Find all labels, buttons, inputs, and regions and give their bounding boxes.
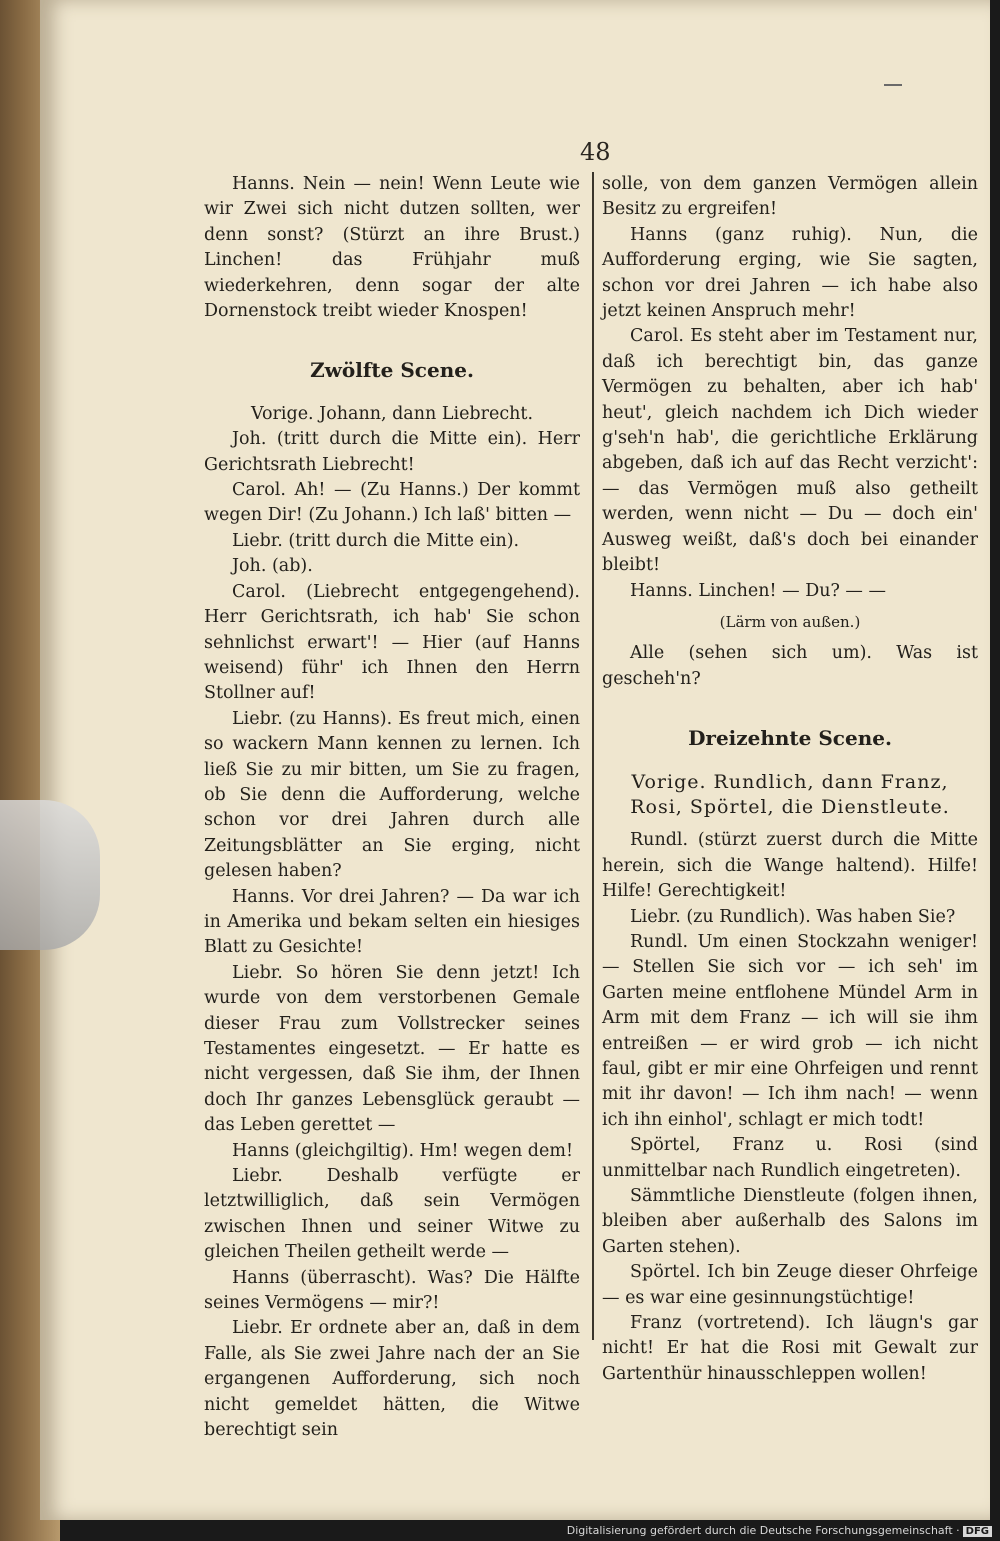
paragraph: Rundl. (stürzt zuerst durch die Mitte herein, sich die Wange haltend). Hilfe! Hilfe! Gerechtigkeit! bbox=[602, 830, 978, 902]
dfg-logo: DFG bbox=[963, 1526, 992, 1537]
book-page bbox=[40, 0, 990, 1520]
left-column bbox=[204, 172, 580, 1444]
paragraph: Carol. Ah! — (Zu Hanns.) Der kommt wegen Dir! (Zu Johann.) Ich laß' bitten — bbox=[204, 480, 580, 526]
paragraph: Spörtel. Ich bin Zeuge dieser Ohrfeige — es war eine gesinnungstüchtige! bbox=[602, 1262, 978, 1308]
paragraph: Sämmtliche Dienstleute (folgen ihnen, bleiben aber außerhalb des Salons im Garten stehen). bbox=[602, 1186, 978, 1257]
cast-line: Vorige. Johann, dann Liebrecht. bbox=[250, 403, 534, 424]
paragraph: Liebr. Deshalb verfügte er letztwilliglich, daß sein Vermögen zwischen Ihnen und seiner Witwe zu gleichen Theilen getheilt werde — bbox=[204, 1166, 580, 1263]
paragraph: Joh. (tritt durch die Mitte ein). Herr Gerichtsrath Liebrecht! bbox=[204, 429, 580, 475]
right-column bbox=[602, 172, 978, 1387]
scene-heading: Zwölfte Scene. bbox=[310, 358, 474, 383]
paragraph: Liebr. So hören Sie denn jetzt! Ich wurde von dem verstorbenen Gemale dieser Frau zum Vollstrecker seines Testamentes eingesetzt. — Er hatte es nicht vergessen, daß Sie ihm, der Ihnen doch Ihr ganzes Lebensglück geraubt — das Leben gerettet — bbox=[204, 962, 580, 1136]
paragraph: Spörtel, Franz u. Rosi (sind unmittelbar nach Rundlich eingetreten). bbox=[602, 1135, 978, 1181]
cast-line: Vorige. Rundlich, dann Franz, Rosi, Spörtel, die Dienstleute. bbox=[630, 770, 950, 818]
paragraph: Franz (vortretend). Ich läugn's gar nicht! Er hat die Rosi mit Gewalt zur Gartenthür hinausschleppen wollen! bbox=[602, 1313, 978, 1384]
paragraph: Hanns (gleichgiltig). Hm! wegen dem! bbox=[232, 1140, 573, 1161]
corner-mark bbox=[884, 84, 902, 86]
footer-credit bbox=[567, 1524, 992, 1537]
paragraph: solle, von dem ganzen Vermögen allein Besitz zu ergreifen! bbox=[602, 174, 978, 220]
paragraph: Carol. (Liebrecht entgegengehend). Herr Gerichtsrath, ich hab' Sie schon sehnlichst erwart'! — Hier (auf Hanns weisend) führ' ich Ihnen den Herrn Stollner auf! bbox=[204, 581, 580, 704]
paragraph: Liebr. Er ordnete aber an, daß in dem Falle, als Sie zwei Jahre nach der an Sie ergangenen Aufforderung, sich noch nicht gemeldet hätten, die Witwe berechtigt sein bbox=[204, 1318, 580, 1441]
paragraph: Liebr. (zu Rundlich). Was haben Sie? bbox=[630, 906, 956, 927]
paragraph: Carol. Es steht aber im Testament nur, daß ich berechtigt bin, das ganze Vermögen zu behalten, aber ich hab' heut', gleich nachdem ich Dich wieder g'seh'n hab', die gerichtliche Erklärung abgeben, daß ich auf das Recht verzicht': — das Vermögen muß also getheilt werden, wenn nicht — Du — doch ein' Ausweg weißt, daß's doch bei einander bleibt! bbox=[602, 326, 978, 576]
paragraph: Liebr. (zu Hanns). Es freut mich, einen so wackern Mann kennen zu lernen. Ich ließ Sie zu mir bitten, um Sie zu fragen, ob Sie denn die Aufforderung, welche schon vor drei Jahren durch alle Zeitungsblätter an Sie erging, nicht gelesen haben? bbox=[204, 708, 580, 882]
page-clip bbox=[0, 800, 100, 950]
paragraph: Rundl. Um einen Stockzahn weniger! — Stellen Sie sich vor — ich seh' im Garten meine entflohene Mündel Arm in Arm mit dem Franz — ich will sie ihm entreißen — er wird grob — ich nicht faul, gibt er mir eine Ohrfeigen und rennt mit ihr davon! — Ich ihm nach! — wenn ich ihn einhol', schlagt er mich todt! bbox=[602, 931, 978, 1130]
paragraph: Joh. (ab). bbox=[232, 556, 313, 577]
column-divider bbox=[592, 172, 594, 1340]
paragraph: Hanns (überrascht). Was? Die Hälfte seines Vermögens — mir?! bbox=[204, 1267, 580, 1314]
paragraph: Hanns. Linchen! — Du? — — bbox=[630, 580, 886, 601]
stage-direction: (Lärm von außen.) bbox=[719, 612, 861, 631]
footer-text: Digitalisierung gefördert durch die Deutsche Forschungsgemeinschaft · bbox=[566, 1524, 960, 1537]
paragraph: Alle (sehen sich um). Was ist gescheh'n? bbox=[602, 643, 978, 689]
paragraph: Liebr. (tritt durch die Mitte ein). bbox=[232, 530, 520, 551]
paragraph: Hanns (ganz ruhig). Nun, die Aufforderung erging, wie Sie sagten, schon vor drei Jahren — ich habe also jetzt keinen Anspruch mehr! bbox=[602, 224, 978, 322]
paragraph: Hanns. Nein — nein! Wenn Leute wie wir Zwei sich nicht dutzen sollten, wer denn sonst? (Stürzt an ihre Brust.) Linchen! das Frühjahr muß wiederkehren, denn sogar der alte Dornenstock treibt wieder Knospen! bbox=[204, 174, 580, 322]
scene-heading: Dreizehnte Scene. bbox=[688, 726, 892, 751]
page-number: 48 bbox=[580, 138, 611, 166]
paragraph: Hanns. Vor drei Jahren? — Da war ich in Amerika und bekam selten ein hiesiges Blatt zu Gesichte! bbox=[204, 886, 580, 958]
